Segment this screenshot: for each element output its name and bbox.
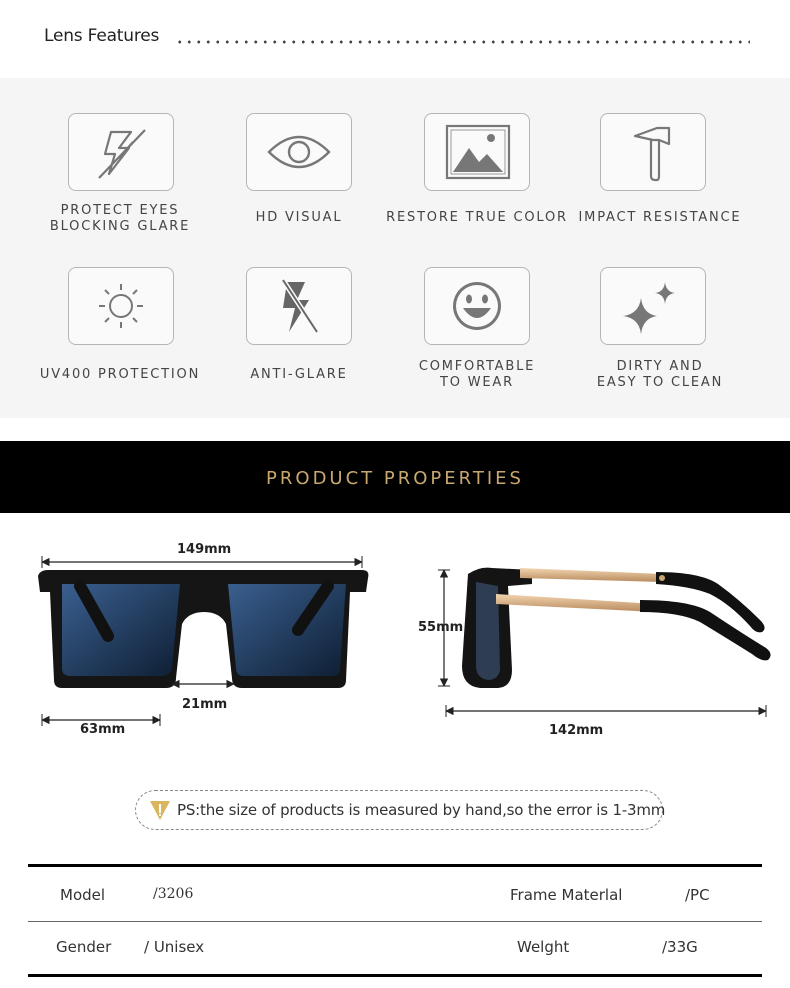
spec-gender-value: / Unisex (144, 938, 205, 956)
feature-label-easy-clean (565, 359, 755, 391)
landscape-photo-icon (425, 114, 529, 190)
sparkle-icon (601, 268, 705, 344)
table-rule-top (28, 864, 762, 867)
section-title-lens-features: Lens Features (44, 26, 160, 46)
hammer-icon (601, 114, 705, 190)
feature-label-line: IMPACT RESISTANCE (578, 210, 742, 225)
dim-temple-length: 142mm (549, 723, 604, 738)
feature-label-restore-color (382, 210, 572, 226)
section-title-product-properties: PRODUCT PROPERTIES (266, 468, 524, 489)
feature-card-hd-visual (246, 113, 352, 191)
feature-card-uv400 (68, 267, 174, 345)
feature-label-line: UV400 PROTECTION (39, 367, 201, 382)
lightning-slash-icon (69, 114, 173, 190)
feature-label-line: ANTI-GLARE (250, 367, 348, 382)
feature-card-impact (600, 113, 706, 191)
spec-frame-material-label: Frame Materlal (510, 886, 623, 904)
feature-label-impact (565, 210, 755, 226)
dim-lens-width: 63mm (80, 722, 126, 737)
warning-triangle-icon (148, 798, 172, 822)
spec-gender-label: Gender (56, 938, 112, 956)
smiley-icon (425, 268, 529, 344)
table-rule-bottom (28, 974, 762, 977)
feature-card-anti-glare (246, 267, 352, 345)
feature-label-line: BLOCKING GLARE (49, 219, 191, 234)
feature-label-comfortable (382, 359, 572, 391)
dim-lens-height: 55mm (418, 620, 464, 635)
dotted-divider (175, 40, 750, 44)
note-text: PS:the size of products is measured by hand,so the error is 1-3mm (177, 801, 666, 819)
feature-card-protect-eyes (68, 113, 174, 191)
dim-frame-width: 149mm (177, 542, 232, 557)
feature-label-anti-glare (204, 367, 394, 383)
feature-label-hd-visual (204, 210, 394, 226)
feature-label-line: COMFORTABLE (418, 359, 536, 374)
dim-bridge: 21mm (182, 697, 228, 712)
spec-model-label: Model (60, 886, 106, 904)
spec-model-value: /3206 (153, 886, 194, 902)
eye-icon (247, 114, 351, 190)
spec-weight-label: Welght (517, 938, 570, 956)
spec-frame-material-value: /PC (685, 886, 710, 904)
crossed-lightning-icon (247, 268, 351, 344)
feature-card-comfortable (424, 267, 530, 345)
feature-label-line: TO WEAR (440, 375, 514, 390)
feature-label-line: RESTORE TRUE COLOR (386, 210, 568, 225)
feature-card-restore-color (424, 113, 530, 191)
feature-label-line: HD VISUAL (255, 210, 343, 225)
table-rule-middle (28, 921, 762, 922)
feature-card-easy-clean (600, 267, 706, 345)
feature-label-protect-eyes (25, 203, 215, 235)
sun-icon (69, 268, 173, 344)
spec-weight-value: /33G (662, 938, 698, 956)
feature-label-line: PROTECT EYES (60, 203, 180, 218)
feature-label-line: EASY TO CLEAN (596, 375, 724, 390)
glasses-side-view (400, 540, 790, 740)
feature-label-line: DIRTY AND (616, 359, 704, 374)
feature-label-uv400 (25, 367, 215, 383)
